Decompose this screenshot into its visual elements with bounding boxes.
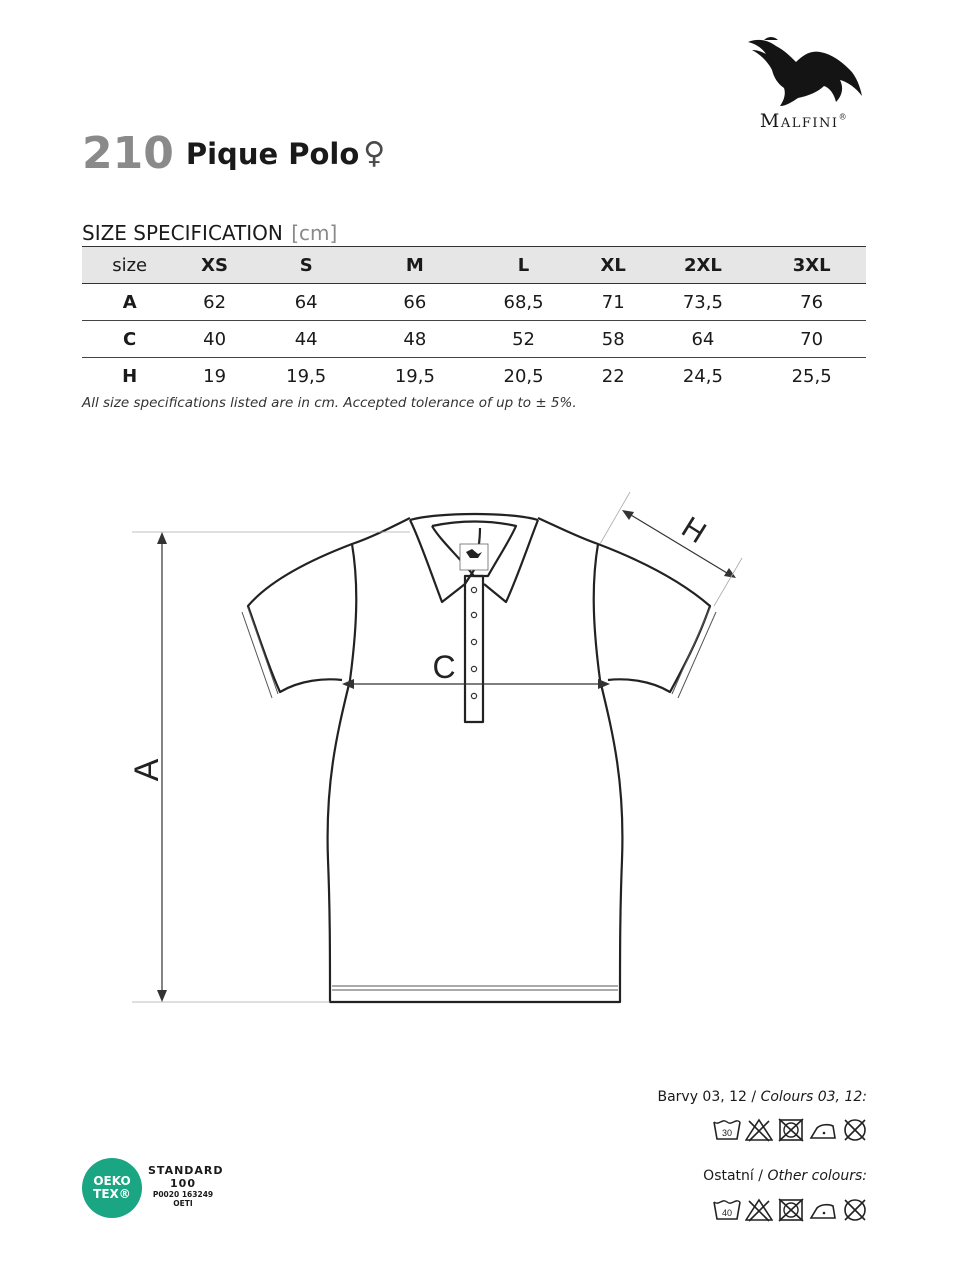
header-cell: S <box>252 247 361 284</box>
table-cell: 68,5 <box>469 284 578 321</box>
no-tumble-dry-icon <box>777 1118 805 1142</box>
product-code: 210 <box>82 128 174 179</box>
row-label: H <box>122 365 138 387</box>
table-cell: 66 <box>361 284 470 321</box>
iron-low-icon <box>809 1118 837 1142</box>
table-cell: 52 <box>469 321 578 358</box>
colours-group-1: Barvy 03, 12 / Colours 03, 12: <box>657 1089 867 1105</box>
product-title <box>82 128 385 179</box>
table-cell: 62 <box>177 284 252 321</box>
no-bleach-icon <box>745 1198 773 1222</box>
row-label: A <box>82 284 177 321</box>
label-a: A <box>128 758 166 782</box>
iron-low-icon <box>809 1198 837 1222</box>
size-spec-heading: SIZE SPECIFICATION [cm] <box>82 221 338 245</box>
table-cell: 70 <box>757 321 866 358</box>
header-cell: L <box>469 247 578 284</box>
row-label: C <box>82 321 177 358</box>
polo-shirt-diagram <box>120 480 760 1020</box>
size-table <box>82 246 866 394</box>
dimension-a <box>132 532 410 1002</box>
colours-group-2: Ostatní / Other colours: <box>703 1168 867 1184</box>
table-cell: 64 <box>252 284 361 321</box>
care-symbols-1 <box>713 1118 869 1142</box>
table-cell: 64 <box>649 321 758 358</box>
table-row <box>82 321 866 358</box>
header-cell: XS <box>177 247 252 284</box>
header-cell: M <box>361 247 470 284</box>
table-cell: 19 <box>203 365 227 387</box>
care-symbols-2 <box>713 1198 869 1222</box>
table-cell: 22 <box>601 365 625 387</box>
table-cell: 48 <box>361 321 470 358</box>
header-cell: 2XL <box>649 247 758 284</box>
table-cell: 71 <box>578 284 649 321</box>
table-cell: 58 <box>578 321 649 358</box>
table-cell: 19,5 <box>286 365 327 387</box>
table-cell: 44 <box>252 321 361 358</box>
wash-40-icon <box>713 1198 741 1222</box>
no-dry-clean-icon <box>841 1118 869 1142</box>
wash-30-icon <box>713 1118 741 1142</box>
table-cell: 20,5 <box>503 365 544 387</box>
label-c: C <box>432 649 456 685</box>
tolerance-note: All size specifications listed are in cm. Accepted tolerance of up to ± 5%. <box>82 395 577 411</box>
table-cell: 24,5 <box>682 365 723 387</box>
no-tumble-dry-icon <box>777 1198 805 1222</box>
label-h: H <box>675 510 712 551</box>
header-cell: size <box>82 247 177 284</box>
dimension-h <box>600 492 742 606</box>
svg-text:40: 40 <box>721 1208 733 1218</box>
table-cell: 76 <box>757 284 866 321</box>
oeko-tex-badge: OEKO TEX® <box>82 1158 142 1218</box>
malfini-logo <box>738 36 870 136</box>
female-icon: ♀ <box>363 136 386 171</box>
rib-details <box>242 608 716 990</box>
table-row <box>82 284 866 321</box>
eagle-logo-icon <box>744 36 864 108</box>
table-cell: 40 <box>177 321 252 358</box>
header-cell: 3XL <box>757 247 866 284</box>
table-row <box>82 358 866 395</box>
svg-text:30: 30 <box>721 1128 733 1138</box>
table-cell: 25,5 <box>791 365 832 387</box>
placket-buttons <box>471 587 476 698</box>
brand-name: Malfini® <box>759 110 849 132</box>
no-dry-clean-icon <box>841 1198 869 1222</box>
table-cell: 73,5 <box>649 284 758 321</box>
dimension-c <box>342 679 610 689</box>
table-cell: 19,5 <box>394 365 435 387</box>
header-cell: XL <box>578 247 649 284</box>
size-table-header <box>82 247 866 284</box>
polo-outline <box>248 514 710 1002</box>
product-name: Pique Polo <box>185 136 360 171</box>
oeko-tex-certificate: STANDARD 100 P0020 163249 OETI <box>148 1164 224 1208</box>
no-bleach-icon <box>745 1118 773 1142</box>
